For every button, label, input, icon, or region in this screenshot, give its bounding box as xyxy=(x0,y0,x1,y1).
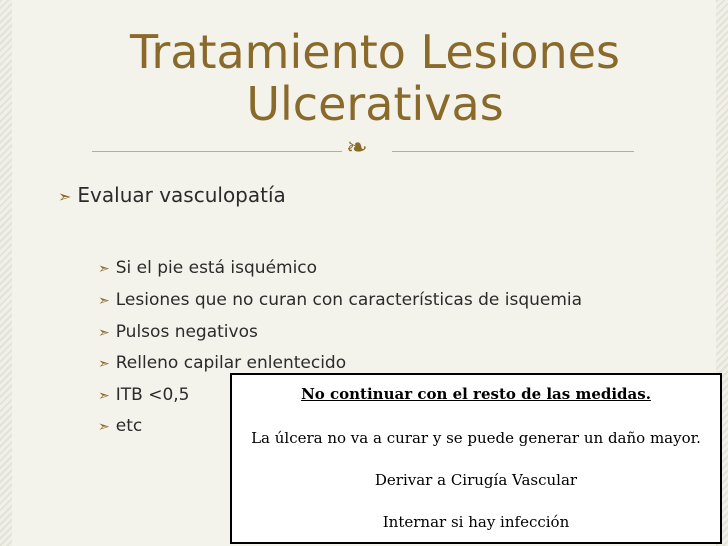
bullet-arrow-icon: ➣ xyxy=(58,187,72,206)
title-line-1: Tratamiento Lesiones xyxy=(130,25,620,79)
sub-bullet-text: Lesiones que no curan con características de isquemia xyxy=(115,290,583,310)
sub-bullet xyxy=(98,258,317,278)
main-bullet-text: Evaluar vasculopatía xyxy=(77,183,286,207)
sub-bullet xyxy=(98,416,142,436)
main-bullet xyxy=(58,183,286,207)
sub-bullet-text: ITB <0,5 xyxy=(115,385,190,405)
sub-bullet xyxy=(98,322,258,342)
title-line-2: Ulcerativas xyxy=(246,77,504,131)
bullet-arrow-icon: ➣ xyxy=(98,293,110,309)
sub-bullet xyxy=(98,385,189,405)
ornament-icon: ❧ xyxy=(346,133,368,163)
bullet-arrow-icon: ➣ xyxy=(98,325,110,341)
sub-bullet-text: Si el pie está isquémico xyxy=(115,258,318,278)
sub-bullet xyxy=(98,353,346,373)
title-divider-right xyxy=(392,151,634,152)
warning-note-box xyxy=(230,373,722,544)
title-divider-left xyxy=(92,151,342,152)
sub-bullet-text: Relleno capilar enlentecido xyxy=(115,353,347,373)
note-line-1: La úlcera no va a curar y se puede generar un daño mayor. xyxy=(251,429,701,447)
bullet-arrow-icon: ➣ xyxy=(98,261,110,277)
slide-title xyxy=(70,26,680,130)
note-line-3: Internar si hay infección xyxy=(382,513,570,531)
sub-bullet-text: etc xyxy=(115,416,143,436)
sub-bullet-text: Pulsos negativos xyxy=(115,322,258,342)
sub-bullet xyxy=(98,290,582,310)
left-texture-border xyxy=(0,0,12,546)
note-heading: No continuar con el resto de las medidas. xyxy=(301,385,651,403)
bullet-arrow-icon: ➣ xyxy=(98,388,110,404)
bullet-arrow-icon: ➣ xyxy=(98,356,110,372)
note-line-2: Derivar a Cirugía Vascular xyxy=(374,471,578,489)
bullet-arrow-icon: ➣ xyxy=(98,419,110,435)
